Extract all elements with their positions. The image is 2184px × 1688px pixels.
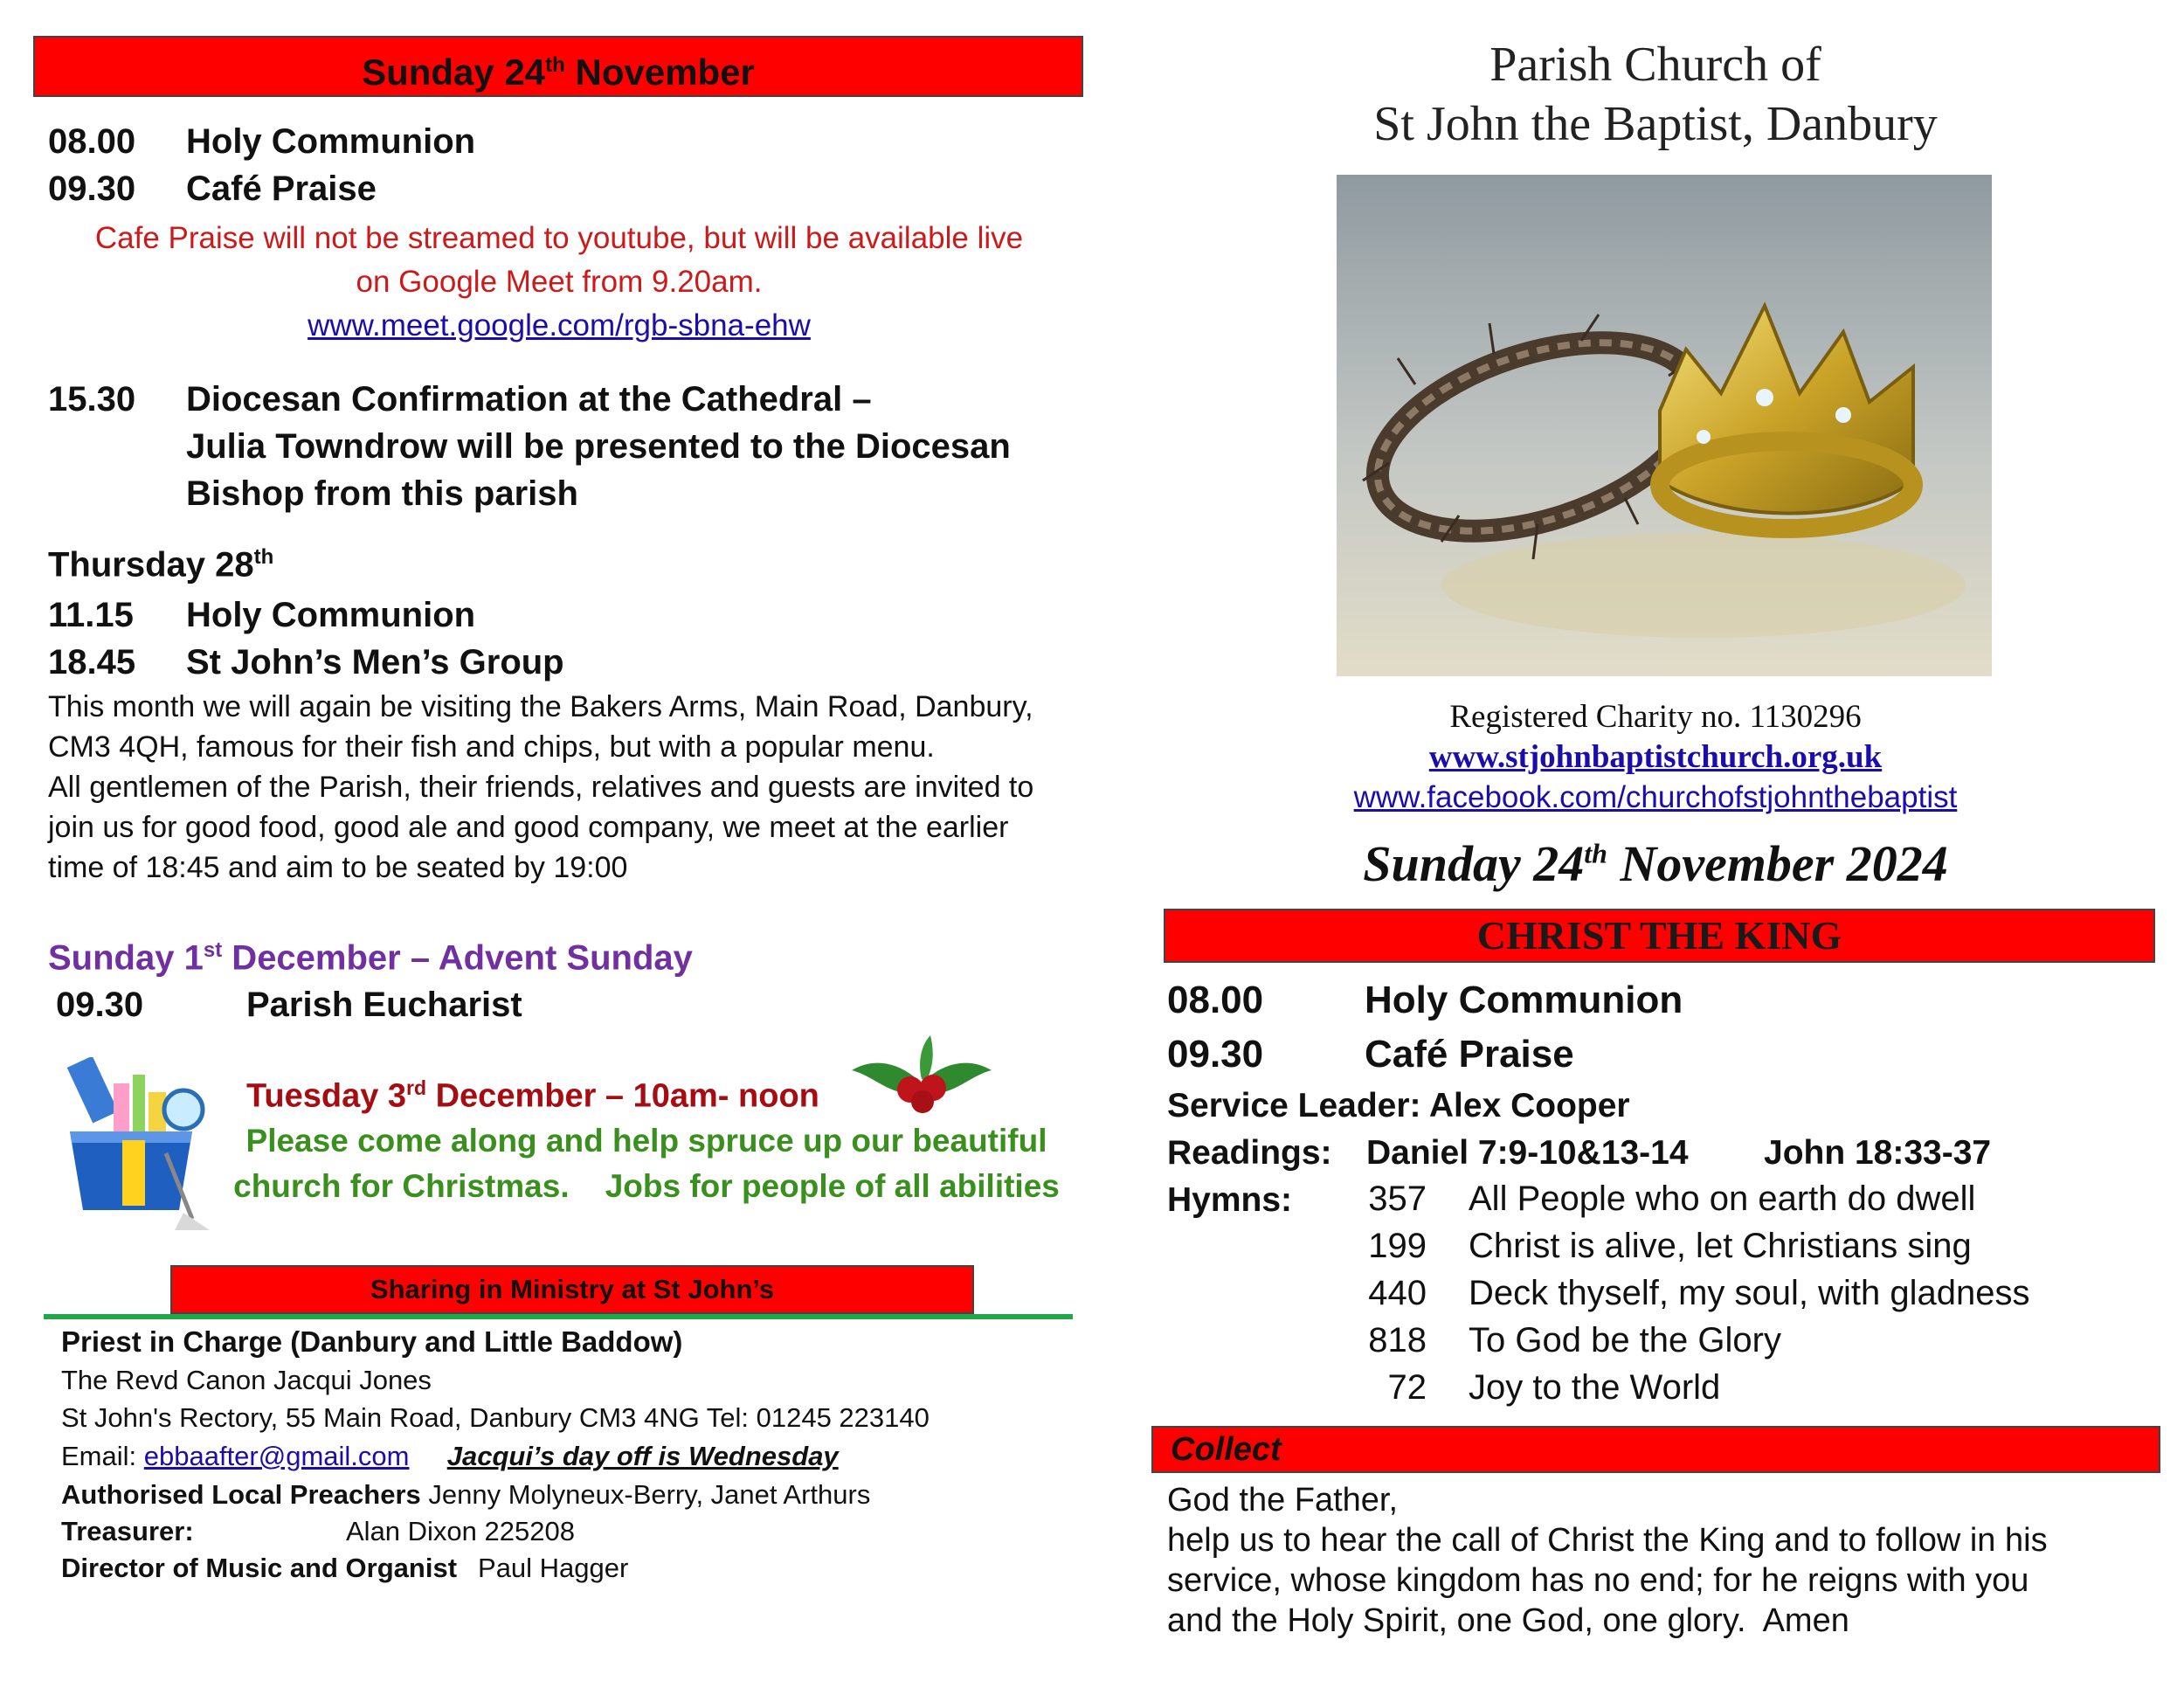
music-line [61,1549,628,1587]
hymn-row [1365,1274,2029,1313]
tuesday-sup: rd [406,1076,427,1099]
spruce-line: church for Christmas. Jobs for people of all abilities [233,1168,1060,1204]
email-label: Email: [61,1441,144,1471]
service-time: 09.30 [1167,1033,1264,1076]
date-pre: Sunday 24 [1363,835,1585,892]
mens-text-line: CM3 4QH, famous for their fish and chips, but with a popular menu. [48,730,935,764]
service-time: 09.30 [48,169,136,208]
thursday-sup: th [253,545,274,569]
confirmation-line: Julia Towndrow will be presented to the Diocesan [186,427,1011,466]
hymn-title: Christ is alive, let Christians sing [1469,1227,1972,1265]
collect-line: help us to hear the call of Christ the King and to follow in his [1167,1522,2048,1559]
hymn-number: 357 [1368,1180,1427,1218]
rectory-address: St John's Rectory, 55 Main Road, Danbury CM3 4NG Tel: 01245 223140 [61,1402,930,1433]
tuesday-pre: Tuesday 3 [246,1077,407,1115]
hymn-number: 818 [1368,1321,1427,1359]
spruce-up-notice [210,1118,1083,1209]
charity-number: Registered Charity no. 1130296 [1449,699,1862,735]
mens-text-line: time of 18:45 and aim to be seated by 19:00 [48,851,628,884]
google-meet-link[interactable]: www.meet.google.com/rgb-sbna-ehw [308,308,811,342]
music-label: Director of Music and Organist [61,1553,458,1583]
service-1115 [48,596,475,635]
service-title: Café Praise [1365,1033,1574,1076]
mens-text-line: join us for good food, good ale and good company, we meet at the earlier [48,811,1009,844]
hymn-row [1365,1180,1975,1219]
confirmation-entry [48,376,1011,517]
service-date-heading [1127,834,2184,893]
priest-title: Priest in Charge (Danbury and Little Baddow) [61,1325,683,1358]
spruce-line: Please come along and help spruce up our beautiful [245,1123,1047,1159]
church-name-line: St John the Baptist, Danbury [1373,97,1938,151]
feast-header [1164,909,2155,963]
hymn-title: To God be the Glory [1469,1321,1781,1359]
hymns-label: Hymns: [1167,1181,1293,1219]
cleaning-bucket-icon [61,1057,214,1232]
service-title: St John’s Men’s Group [186,643,564,681]
hymn-title: Joy to the World [1469,1368,1721,1407]
priest-name: The Revd Canon Jacqui Jones [61,1365,432,1395]
reading-old-testament: Daniel 7:9-10&13-14 [1366,1134,1689,1172]
tuesday-post: December – 10am- noon [426,1077,819,1115]
treasurer-label: Treasurer: [61,1516,194,1546]
collect-header [1151,1426,2160,1473]
advent-heading [48,938,693,978]
collect-title: Collect [1171,1431,1282,1468]
collect-text [1167,1480,2172,1641]
thursday-heading [48,545,273,585]
collect-line: and the Holy Spirit, one God, one glory. Amen [1167,1602,1849,1639]
right-service-0930 [1167,1033,1574,1076]
service-title: Parish Eucharist [246,986,522,1024]
hymn-number: 440 [1368,1274,1427,1312]
service-time: 08.00 [1167,979,1264,1021]
readings-line [1167,1134,1991,1173]
date-sup: th [1584,837,1607,869]
service-title: Holy Communion [186,122,476,161]
tuesday-heading [246,1076,819,1116]
hymn-title: All People who on earth do dwell [1469,1180,1976,1218]
service-time: 18.45 [48,643,136,681]
left-header-day: Sunday 24 [362,52,546,93]
left-date-header [33,36,1083,97]
church-name-line: Parish Church of [1489,38,1821,92]
holly-icon [847,1035,996,1114]
service-time: 15.30 [48,380,136,419]
ministry-divider [44,1314,1073,1319]
service-time: 11.15 [48,596,134,634]
confirmation-line: Bishop from this parish [186,474,578,513]
cafe-note-line: on Google Meet from 9.20am. [356,265,763,299]
hymn-number: 72 [1387,1368,1427,1407]
advent-service [56,986,522,1025]
reading-gospel: John 18:33-37 [1764,1134,1992,1172]
service-title: Holy Communion [186,596,476,634]
treasurer-line [61,1512,575,1550]
collect-line: God the Father, [1167,1482,1399,1519]
right-service-0800 [1167,979,1683,1022]
crown-of-thorns-image [1337,175,1992,676]
service-0930 [48,169,377,209]
advent-pre: Sunday 1 [48,938,204,978]
cafe-praise-notice [35,217,1083,348]
treasurer-name: Alan Dixon 225208 [346,1516,575,1546]
service-time: 08.00 [48,122,136,161]
website-link[interactable]: www.stjohnbaptistchurch.org.uk [1428,739,1883,775]
hymn-row [1365,1227,1972,1266]
facebook-link[interactable]: www.facebook.com/churchofstjohnthebaptist [1353,780,1958,814]
hymn-number: 199 [1368,1227,1427,1265]
email-line [61,1437,839,1475]
advent-sup: st [203,938,223,962]
day-off-note: Jacqui’s day off is Wednesday [446,1441,839,1471]
mens-text-line: All gentlemen of the Parish, their friends, relatives and guests are invited to [48,771,1034,804]
left-header-sup: th [545,53,565,77]
hymn-row [1365,1368,1720,1408]
service-0800 [48,122,475,162]
service-1845 [48,643,564,682]
service-title: Holy Communion [1365,979,1683,1021]
ministry-header [170,1265,974,1314]
hymn-row [1365,1321,1781,1360]
collect-line: service, whose kingdom has no end; for he reigns with you [1167,1562,2029,1599]
preachers-label: Authorised Local Preachers [61,1479,421,1510]
cafe-note-line: Cafe Praise will not be streamed to youtube, but will be available live [94,221,1024,255]
feast-title: CHRIST THE KING [1476,913,1842,958]
advent-post: December – Advent Sunday [222,938,693,978]
left-header-month: November [575,52,755,93]
mens-group-description [48,687,1096,888]
thursday-day: Thursday 28 [48,545,254,585]
service-leader: Service Leader: Alex Cooper [1167,1087,1630,1124]
service-title: Café Praise [186,169,377,208]
charity-info [1127,697,2184,818]
confirmation-line: Diocesan Confirmation at the Cathedral – [186,380,872,419]
mens-text-line: This month we will again be visiting the Bakers Arms, Main Road, Danbury, [48,690,1033,723]
hymn-title: Deck thyself, my soul, with gladness [1469,1274,2030,1312]
date-post: November 2024 [1607,835,1948,892]
service-time: 09.30 [56,986,144,1024]
preachers-line [61,1476,870,1513]
readings-label: Readings: [1167,1134,1332,1172]
email-link[interactable]: ebbaafter@gmail.com [143,1441,410,1471]
church-name [1127,35,2184,154]
ministry-header-text: Sharing in Ministry at St John’s [370,1274,775,1304]
music-name: Paul Hagger [478,1553,629,1583]
preachers-names: Jenny Molyneux-Berry, Janet Arthurs [420,1479,871,1510]
